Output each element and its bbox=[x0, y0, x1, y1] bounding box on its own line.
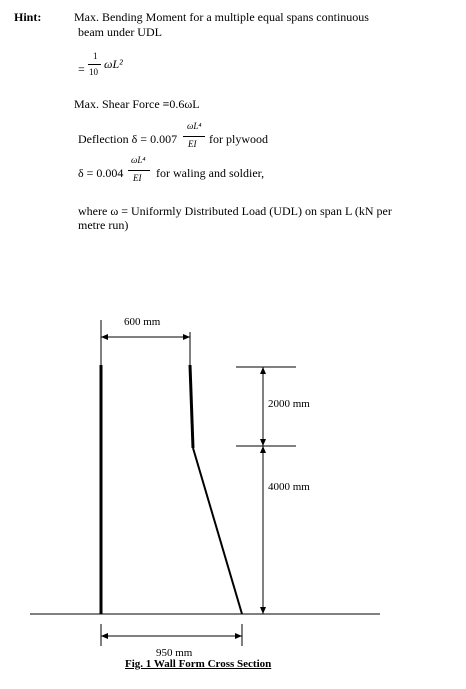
figure-caption: Fig. 1 Wall Form Cross Section bbox=[125, 658, 272, 670]
right-wall-upper bbox=[190, 365, 193, 448]
where-line-1: where ω = Uniformly Distributed Load (UDL) on span L (kN per bbox=[78, 204, 392, 218]
lower-dim-arrow-top bbox=[260, 446, 266, 453]
dim-label-950: 950 mm bbox=[156, 647, 193, 659]
delta-waling-numerator: ωL⁴ bbox=[131, 155, 146, 165]
deflection-denominator: EI bbox=[188, 139, 197, 149]
bottom-dim-arrow-right bbox=[235, 633, 242, 639]
upper-dim-arrow-top bbox=[260, 367, 266, 374]
moment-numerator: 1 bbox=[93, 51, 98, 61]
shear-force-text: Max. Shear Force ≡0.6ωL bbox=[74, 97, 200, 111]
upper-dim-arrow-bottom bbox=[260, 439, 266, 446]
bending-moment-line-1: Max. Bending Moment for a multiple equal spans continuous bbox=[74, 10, 369, 24]
dim-label-600: 600 mm bbox=[124, 316, 161, 328]
delta-waling-denominator: EI bbox=[133, 173, 142, 183]
where-line-2: metre run) bbox=[78, 218, 129, 232]
approx-symbol: = bbox=[78, 62, 85, 76]
hint-label: Hint: bbox=[14, 10, 42, 24]
delta-waling-prefix: δ = 0.004 bbox=[78, 166, 124, 180]
dim-label-2000: 2000 mm bbox=[268, 398, 310, 410]
top-dim-arrow-right bbox=[183, 334, 190, 340]
delta-waling-suffix: for waling and soldier, bbox=[156, 166, 265, 180]
right-wall-lower bbox=[193, 448, 242, 614]
dim-label-4000: 4000 mm bbox=[268, 481, 310, 493]
top-dim-arrow-left bbox=[101, 334, 108, 340]
bending-moment-line-2: beam under UDL bbox=[78, 25, 162, 39]
deflection-numerator: ωL⁴ bbox=[187, 121, 202, 131]
deflection-suffix: for plywood bbox=[209, 132, 268, 146]
lower-dim-arrow-bottom bbox=[260, 607, 266, 614]
moment-denominator: 10 bbox=[89, 67, 98, 77]
bottom-dim-arrow-left bbox=[101, 633, 108, 639]
moment-term: ωL² bbox=[104, 57, 123, 71]
deflection-prefix: Deflection δ = 0.007 bbox=[78, 132, 178, 146]
